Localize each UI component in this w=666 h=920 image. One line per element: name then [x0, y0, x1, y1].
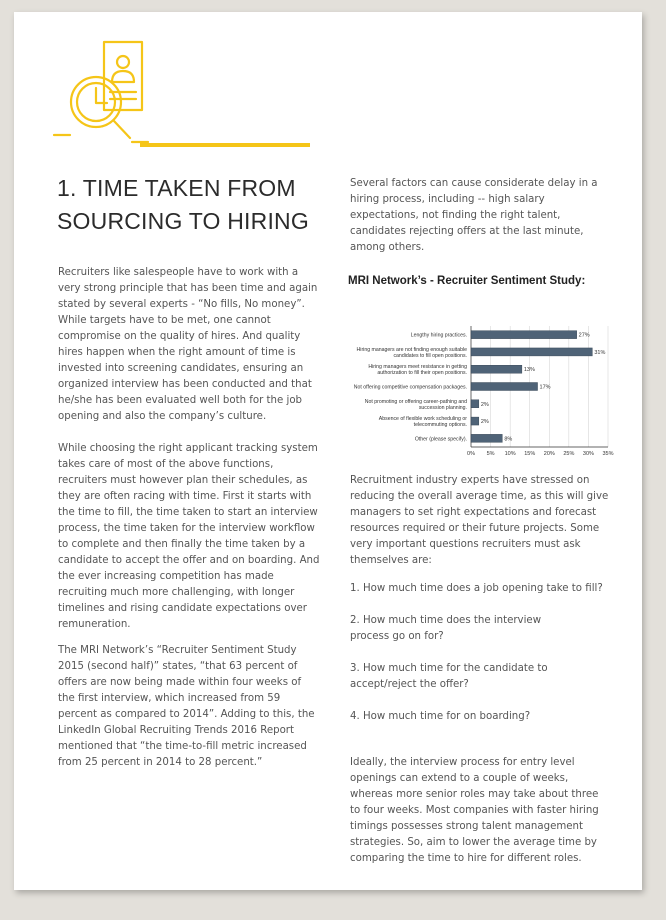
bar	[471, 417, 479, 425]
category-label: authorization to fill their open positions.	[377, 370, 467, 377]
category-label: Not offering competitive compensation packages.	[353, 384, 467, 391]
page-title: 1. TIME TAKEN FROM SOURCING TO HIRING	[57, 175, 309, 234]
x-tick-label: 20%	[543, 451, 555, 457]
bar-chart	[348, 322, 614, 457]
chart-heading: MRI Network’s - Recruiter Sentiment Study:	[348, 275, 586, 287]
category-label: Lengthy hiring practices.	[410, 332, 467, 339]
bar	[471, 331, 577, 339]
category-label: Hiring managers meet resistance in getting	[368, 364, 467, 371]
bar-value-label: 17%	[539, 384, 551, 391]
x-tick-label: 35%	[602, 451, 614, 457]
bar	[471, 434, 502, 442]
question-2: 2. How much time does the interview process go on for?	[350, 615, 542, 642]
bar	[471, 348, 592, 356]
x-tick-label: 5%	[486, 451, 495, 457]
x-tick-label: 10%	[504, 451, 516, 457]
category-label: candidates to fill open positions.	[393, 352, 467, 359]
x-tick-label: 25%	[563, 451, 575, 457]
left-paragraph-2: While choosing the right applicant tracking system takes care of most of the above functions, recruiters must however plan their schedules, as they are often racing with time. First it starts with the time to fill, the time taken to start an interview process, the time taken for the interview workflow to complete and then finally the time taken by a candidate to accept the offer and on boarding. And the ever increasing competition has made recruiting much more challenging, with longer timelines and rising candidate expectations over remuneration.	[58, 443, 320, 630]
bar-value-label: 8%	[504, 436, 513, 443]
right-intro: Several factors can cause considerate delay in a hiring process, including -- high salary expectations, not finding the right talent, candidates rejecting offers at the last minute, among others.	[350, 178, 598, 253]
x-tick-label: 30%	[582, 451, 594, 457]
bar	[471, 383, 538, 391]
category-label: Hiring managers are not finding enough suitable	[356, 346, 467, 353]
x-tick-label: 0%	[467, 451, 475, 457]
bar-value-label: 2%	[480, 401, 489, 408]
left-paragraph-3: The MRI Network’s “Recruiter Sentiment Study 2015 (second half)” states, “that 63 percent of offers are now being made within four weeks of the first interview, which increased from 59 percent as compared to 2014”. Adding to this, the LinkedIn Global Recruiting Trends 2016 Report mentioned that “the time-to-fill metric increased from 25 percent in 2014 to 28 percent.”	[58, 645, 315, 768]
bar-value-label: 27%	[578, 332, 590, 339]
x-tick-label: 15%	[524, 451, 536, 457]
bar-value-label: 13%	[523, 367, 535, 374]
category-label: succession planning.	[418, 404, 467, 411]
category-label: Other (please specify).	[414, 436, 467, 443]
category-label: Absence of flexible work scheduling or	[378, 416, 467, 423]
bar	[471, 400, 479, 408]
bar	[471, 365, 522, 373]
category-label: telecommuting options.	[413, 422, 467, 429]
question-1: 1. How much time does a job opening take to fill?	[350, 583, 603, 594]
bar-value-label: 2%	[480, 419, 489, 426]
question-4: 4. How much time for on boarding?	[350, 711, 531, 722]
accent-rule	[140, 143, 310, 147]
question-3: 3. How much time for the candidate to accept/reject the offer?	[350, 663, 548, 690]
candidate-timer-icon	[52, 38, 152, 148]
right-closing: Ideally, the interview process for entry level openings can extend to a couple of weeks, whereas more senior roles may take about three to four weeks. Most companies with faster hiring timings possesses strong talent management strategies. So, aim to lower the average time by comparing the time to hire for different roles.	[350, 757, 599, 864]
bar-value-label: 31%	[594, 349, 606, 356]
document-page	[14, 12, 642, 890]
right-after-chart: Recruitment industry experts have stressed on reducing the overall average time, as this will give managers to set right expectations and forecast resources required or their future projects. Some very important questions recruiters must ask themselves are:	[350, 475, 609, 566]
category-label: Not promoting or offering career-pathing and	[364, 398, 467, 405]
left-paragraph-1: Recruiters like salespeople have to work with a very strong principle that has been time and again stated by several experts - “No fills, No money”. While targets have to be met, one cannot compromise on the quality of hires. And quality hires happen when the right amount of time is invested into screening candidates, ensuring an organized interview has been conducted and that he/she has been evaluated well both for the job opening and also the company’s culture.	[58, 267, 318, 422]
